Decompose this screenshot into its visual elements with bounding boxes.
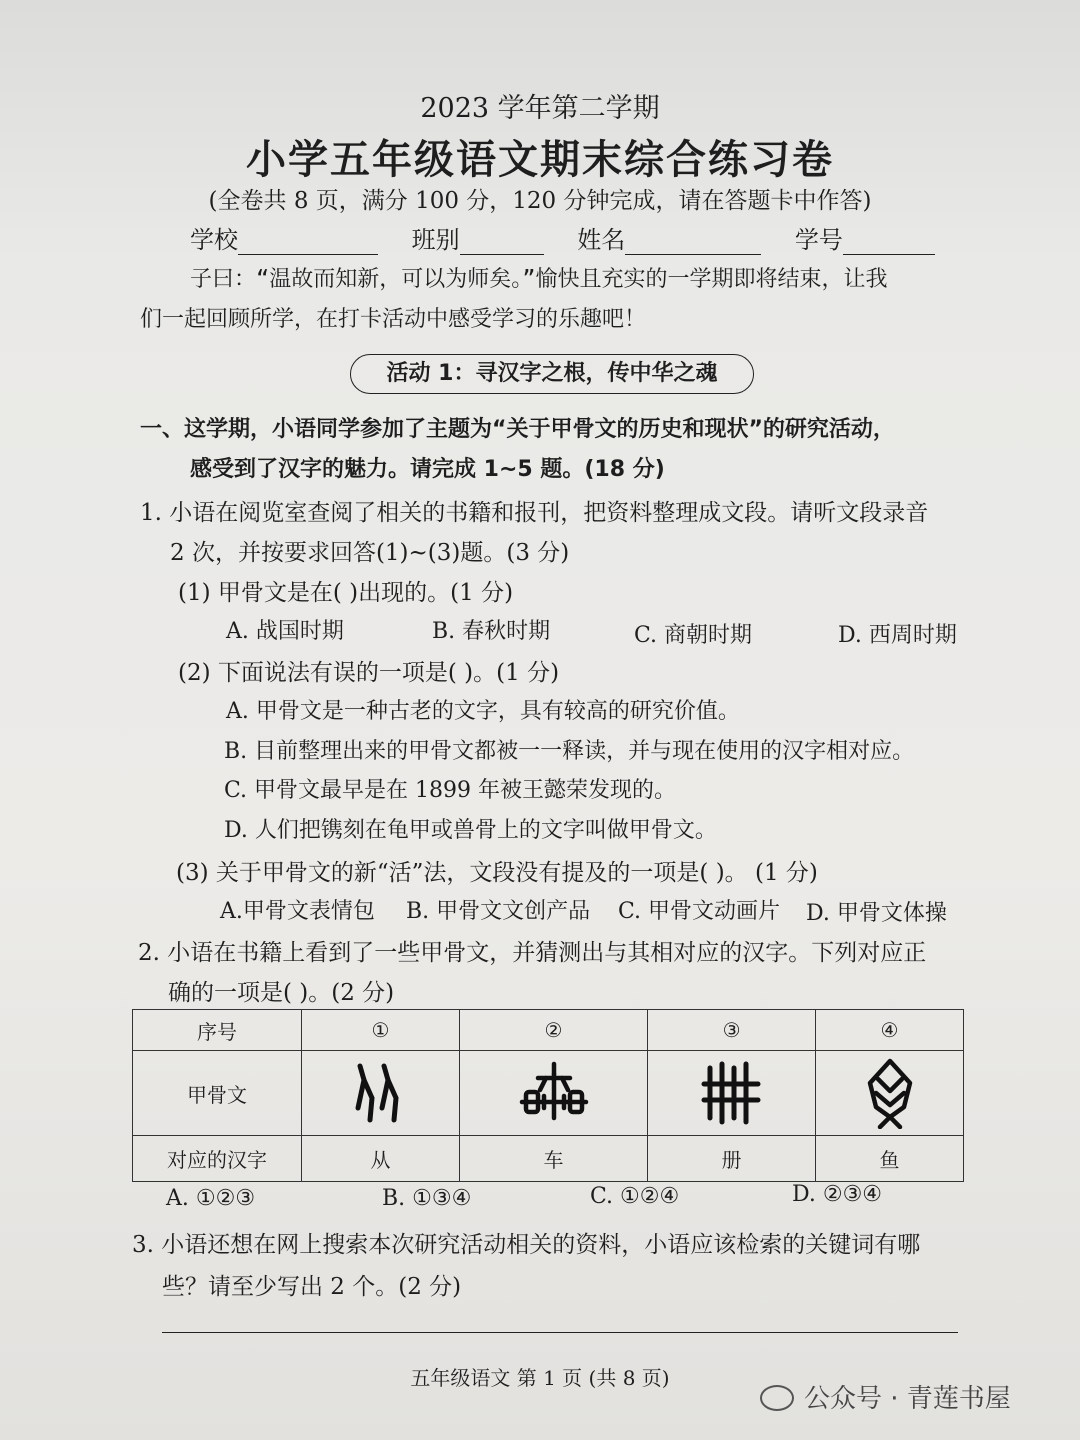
watermark bbox=[760, 1378, 1011, 1415]
school-label: 学校 bbox=[190, 226, 238, 254]
q1-sub2-option-d: D. 人们把镌刻在龟甲或兽骨上的文字叫做甲骨文。 bbox=[224, 818, 717, 843]
q2-option-d: D. ②③④ bbox=[792, 1182, 883, 1207]
q1-sub2-option-c: C. 甲骨文最早是在 1899 年被王懿荣发现的。 bbox=[224, 778, 677, 803]
exam-info: (全卷共 8 页，满分 100 分，120 分钟完成，请在答题卡中作答) bbox=[208, 188, 872, 214]
student-fields bbox=[190, 220, 935, 255]
class-label: 班别 bbox=[411, 226, 460, 254]
table-cell-character: 车 bbox=[459, 1136, 647, 1182]
answer-line bbox=[162, 1332, 958, 1333]
q1-sub3-option-d: D. 甲骨文体操 bbox=[806, 901, 947, 926]
q1-sub2-stem: (2) 下面说法有误的一项是( )。(1 分) bbox=[178, 660, 560, 686]
class-blank bbox=[460, 230, 544, 255]
q3-line-1: 3. 小语还想在网上搜索本次研究活动相关的资料，小语应该检索的关键词有哪 bbox=[132, 1232, 921, 1258]
school-blank bbox=[238, 230, 378, 255]
row-header-number: 序号 bbox=[133, 1010, 302, 1051]
name-blank bbox=[625, 230, 761, 255]
q1-sub3-option-c: C. 甲骨文动画片 bbox=[618, 899, 781, 924]
table-row bbox=[133, 1051, 964, 1136]
intro-line-1: 子曰：“温故而知新，可以为师矣。”愉快且充实的一学期即将结束，让我 bbox=[190, 267, 888, 292]
table-cell-number: ③ bbox=[648, 1010, 816, 1051]
oracle-bone-table bbox=[132, 1009, 964, 1182]
table-cell-character: 从 bbox=[302, 1136, 460, 1182]
table-row bbox=[133, 1010, 964, 1051]
activity-banner: 活动 1：寻汉字之根，传中华之魂 bbox=[350, 354, 754, 394]
number-blank bbox=[843, 230, 935, 255]
q1-sub1-option-c: C. 商朝时期 bbox=[634, 623, 753, 648]
q1-line-2: 2 次，并按要求回答(1)~(3)题。(3 分) bbox=[170, 540, 570, 566]
oracle-che-icon bbox=[459, 1051, 647, 1136]
q1-sub1-option-a: A. 战国时期 bbox=[226, 619, 344, 644]
q2-option-a: A. ①②③ bbox=[166, 1186, 256, 1211]
table-row bbox=[133, 1136, 964, 1182]
oracle-cong-icon bbox=[302, 1051, 460, 1136]
table-cell-number: ① bbox=[302, 1010, 460, 1051]
q1-sub1-option-b: B. 春秋时期 bbox=[432, 619, 551, 644]
q2-line-2: 确的一项是( )。(2 分) bbox=[168, 980, 395, 1006]
intro-line-2: 们一起回顾所学，在打卡活动中感受学习的乐趣吧！ bbox=[140, 307, 647, 332]
q3-line-2: 些？请至少写出 2 个。(2 分) bbox=[162, 1274, 462, 1300]
watermark-text: 公众号 · 青莲书屋 bbox=[804, 1384, 1011, 1414]
exam-title: 小学五年级语文期末综合练习卷 bbox=[246, 137, 834, 183]
q1-sub1-option-d: D. 西周时期 bbox=[838, 623, 957, 648]
oracle-yu-icon bbox=[816, 1051, 964, 1136]
q1-sub1-stem: (1) 甲骨文是在( )出现的。(1 分) bbox=[178, 580, 514, 606]
q1-sub2-option-b: B. 目前整理出来的甲骨文都被一一释读，并与现在使用的汉字相对应。 bbox=[224, 739, 915, 764]
row-header-oracle: 甲骨文 bbox=[133, 1051, 302, 1136]
q1-sub3-option-b: B. 甲骨文文创产品 bbox=[406, 899, 591, 924]
q1-sub3-option-a: A.甲骨文表情包 bbox=[220, 899, 375, 924]
row-header-character: 对应的汉字 bbox=[133, 1136, 302, 1182]
q1-sub3-stem: (3) 关于甲骨文的新“活”法，文段没有提及的一项是( )。 (1 分) bbox=[176, 860, 818, 886]
table-cell-number: ④ bbox=[816, 1010, 964, 1051]
q2-line-1: 2. 小语在书籍上看到了一些甲骨文，并猜测出与其相对应的汉字。下列对应正 bbox=[138, 940, 927, 966]
table-cell-number: ② bbox=[459, 1010, 647, 1051]
q1-line-1: 1. 小语在阅览室查阅了相关的书籍和报刊，把资料整理成文段。请听文段录音 bbox=[140, 500, 929, 526]
q2-option-b: B. ①③④ bbox=[382, 1186, 472, 1211]
term-line: 2023 学年第二学期 bbox=[420, 93, 660, 124]
table-cell-character: 鱼 bbox=[816, 1136, 964, 1182]
table-cell-character: 册 bbox=[648, 1136, 816, 1182]
section-1-line-2: 感受到了汉字的魅力。请完成 1~5 题。(18 分) bbox=[190, 457, 665, 482]
q1-sub2-option-a: A. 甲骨文是一种古老的文字，具有较高的研究价值。 bbox=[226, 699, 740, 724]
name-label: 姓名 bbox=[577, 226, 626, 254]
section-1-line-1: 一、这学期，小语同学参加了主题为“关于甲骨文的历史和现状”的研究活动， bbox=[140, 417, 895, 442]
number-label: 学号 bbox=[794, 226, 843, 254]
page-footer: 五年级语文 第 1 页 (共 8 页) bbox=[410, 1366, 670, 1390]
oracle-ce-icon bbox=[648, 1051, 816, 1136]
q2-option-c: C. ①②④ bbox=[590, 1184, 680, 1209]
wechat-icon bbox=[760, 1385, 794, 1411]
